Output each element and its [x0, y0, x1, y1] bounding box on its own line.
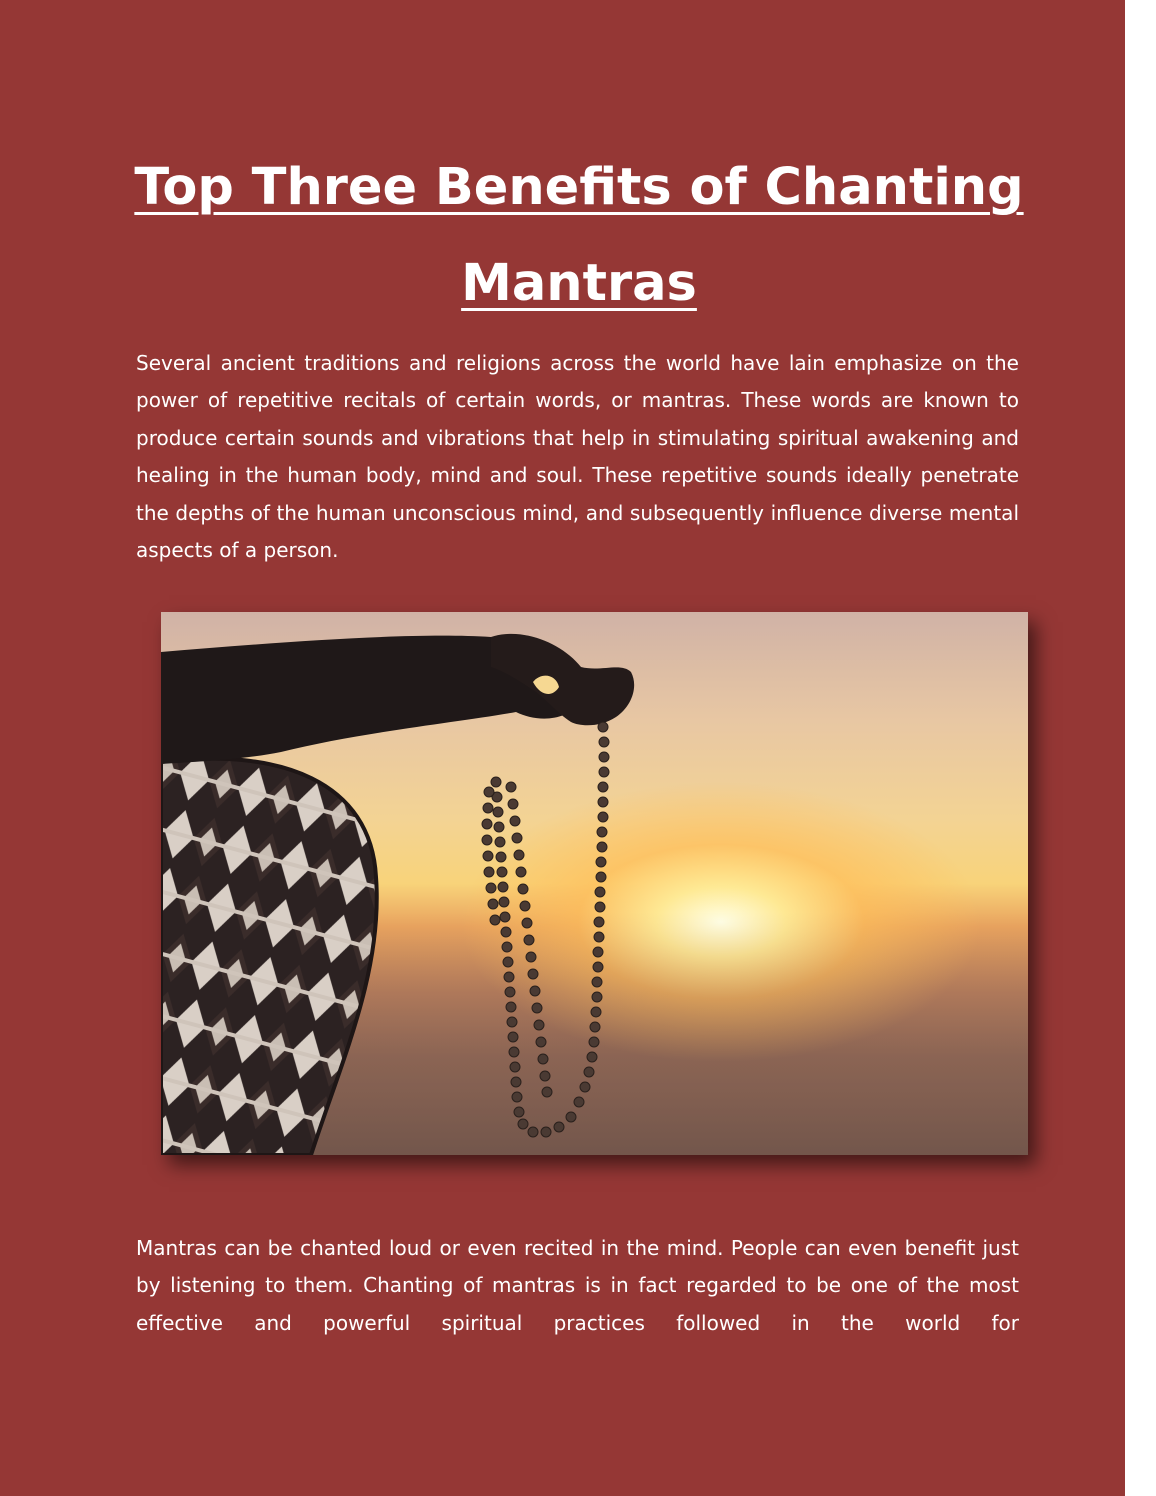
meditation-photo — [161, 612, 1028, 1155]
page-title: Top Three Benefits of Chanting Mantras — [134, 158, 1024, 313]
meditation-silhouette-icon — [161, 612, 1028, 1155]
page-margin — [1125, 0, 1156, 1496]
body-paragraph: Mantras can be chanted loud or even recited in the mind. People can even benefit just by listening to them. Chanting of mantras is in fact regarded to be one of the most effective and powerful spiritual practices followed in the world for — [136, 1236, 1019, 1335]
intro-paragraph: Several ancient traditions and religions across the world have lain emphasize on the power of repetitive recitals of certain words, or mantras. These words are known to produce certain sounds and vibrations that help in stimulating spiritual awakening and healing in the human body, mind and soul. These repetitive sounds ideally penetrate the depths of the human unconscious mind, and subsequently influence diverse mental aspects of a person. — [136, 351, 1019, 563]
